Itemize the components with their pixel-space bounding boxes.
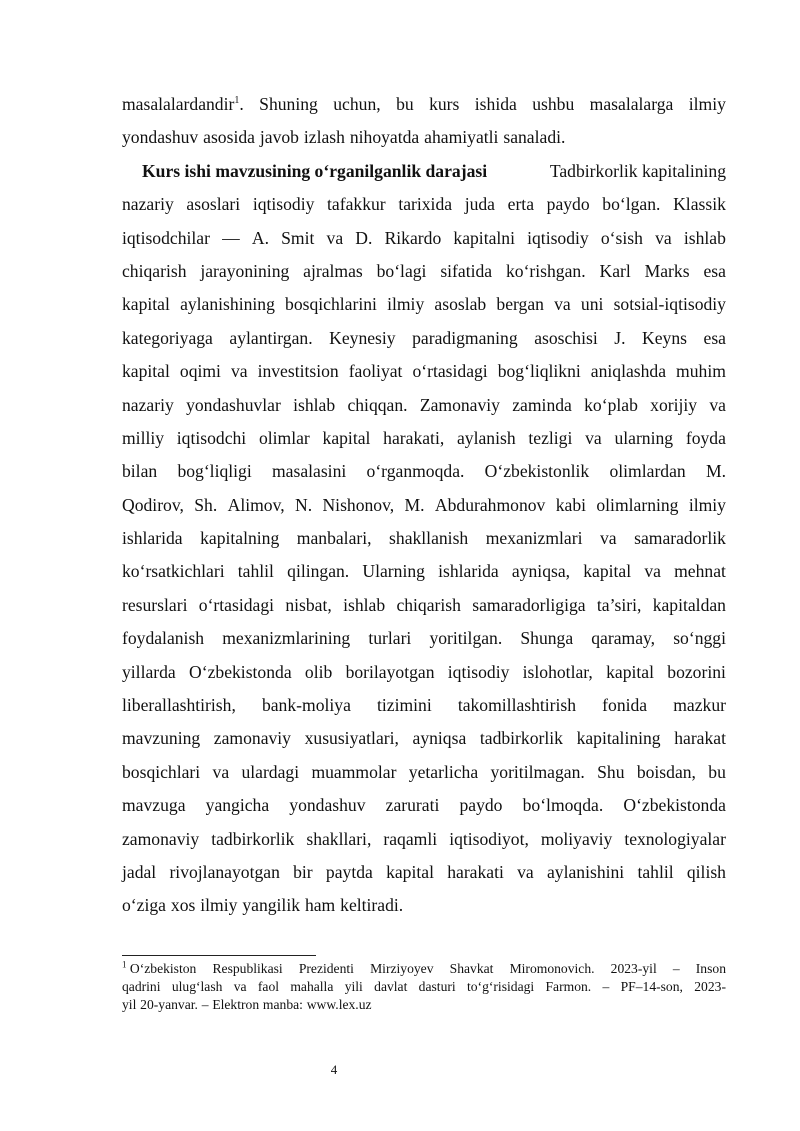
paragraph-2-line [122,823,726,856]
word: va [517,861,534,882]
word: ilmiy [688,494,726,515]
word: olimlar [258,427,310,448]
word: Qodirov, [122,494,184,515]
word: kapital [606,661,654,682]
word: iqtisodiy [447,661,510,682]
word: nihoyatda [349,127,420,148]
footnote-marker: 1 [122,959,127,970]
word: jarayonining [200,260,290,281]
word: chiqarish [396,594,461,615]
word: bozorini [667,661,726,682]
word: kapitaldan [652,594,726,615]
word: kapitalning [200,528,280,549]
word: xorijiy [650,394,698,415]
word: olimlardan [609,461,686,482]
paragraph-2-line [122,322,726,355]
word: boisdan, [636,761,696,782]
paragraph-2-line [122,789,726,822]
word: muhim [676,361,726,382]
word: paydo [546,194,590,215]
word: www.lex.uz [306,997,372,1012]
word: kapital [122,361,170,382]
word: zamonaviy [213,728,291,749]
word: ishlarida [122,528,183,549]
word: o‘sish [600,227,643,248]
paragraph-2-heading-line [122,155,726,188]
paragraph-2-line [122,288,726,321]
word: Keynesiy [329,327,396,348]
word: O‘zbekistonda [623,795,726,816]
word: zarurati [385,795,440,816]
body-text [122,88,726,923]
word: aylanishini [546,861,625,882]
word: Shuning [259,94,318,114]
footnote-line-1 [122,960,726,978]
word: ishlab [343,594,386,615]
word: kapital [322,427,371,448]
word: Smit [281,227,315,248]
word: ayniqsa [412,728,467,749]
word: Nishonov, [322,494,395,515]
word: qaramay, [591,628,656,649]
paragraph-2-line [122,222,726,255]
paragraph-1-line-1-text [122,88,244,121]
word: ko‘plab [584,394,638,415]
word: bo‘lgan. [602,194,661,215]
paragraph-1-line-1 [122,88,726,121]
word: tadbirkorlik [211,828,295,849]
word: va [554,294,571,315]
word: Alimov, [227,494,285,515]
word: ta’siri, [596,594,642,615]
word: 2023- [694,979,726,994]
word: 2023-yil [610,961,657,976]
word: O‘zbekistonda [189,661,292,682]
heading-tail: Tadbirkorlik kapitalining [549,160,726,181]
word: xos [170,895,196,916]
word: aylanishining [180,294,275,315]
word: sifatida [440,260,493,281]
word: investitsion [257,361,339,382]
word: bosqichlari [122,761,201,782]
word: samaradorligiga [472,594,586,615]
footnote-reference: 1 [234,95,240,107]
word: borilayotgan [345,661,435,682]
word: juda [464,194,495,215]
word: yondashuv [122,127,199,148]
word: 20-yanvar. [140,997,198,1012]
word: shakllari, [306,828,372,849]
word: Ularning [362,561,425,582]
word: Farmon. [545,979,592,994]
word: va [326,227,344,248]
word: bog‘liqlikni [497,361,581,382]
word: Miromonovich. [509,961,595,976]
word: Sh. [194,494,218,515]
word: va [230,361,248,382]
word: Shunga [520,628,574,649]
word: Elektron [212,997,260,1012]
word: yondashuv [289,795,366,816]
word: kabi [555,494,587,515]
word: Karl [599,260,631,281]
word: tadbirkorlik [479,728,563,749]
word: asoslari [186,194,241,215]
word: bosqichlarini [285,294,377,315]
word: bank-moliya [261,695,351,716]
word: Abdurahmonov [434,494,546,515]
word: Marks [644,260,690,281]
paragraph-2-line [122,889,726,922]
page-number: 4 [330,1062,338,1077]
word: ishlab [683,227,726,248]
word: bo‘lagi [376,260,427,281]
word: oqimi [179,361,221,382]
word: Prezidenti [298,961,354,976]
paragraph-2-line [122,522,726,555]
paragraph-2-line [122,555,726,588]
word: mavzuga [122,795,186,816]
word: yangilik [242,895,301,916]
word: asoschisi [534,327,598,348]
paragraph-2-line [122,722,726,755]
word: yil [122,997,137,1012]
word: Shavkat [449,961,494,976]
word: yondashuvlar [186,394,281,415]
word: Rikardo [384,227,442,248]
word: paytda [325,861,373,882]
paragraph-2-line [122,455,726,488]
word: harakati [447,861,504,882]
word: foydalanish [122,628,205,649]
word: kapital [386,861,434,882]
word: esa [703,327,726,348]
word: liberallashtirish, [122,695,236,716]
word: zaminda [512,394,572,415]
word: qadrini [122,979,161,994]
word: . [239,94,244,114]
word: va [709,394,726,415]
word: Mirziyoyev [370,961,434,976]
word: aniqlashda [590,361,667,382]
word: $^1$ O‘zbekiston [122,959,197,976]
word: kapital [583,561,632,582]
word: ishida [474,94,517,114]
word: yili [344,979,363,994]
word: ko‘rsatkichlari [122,561,225,582]
word: nisbat, [285,594,332,615]
word: yillarda [122,661,176,682]
word: mehnat [674,561,726,582]
paragraph-2-line [122,856,726,889]
word: kategoriyaga [122,327,213,348]
paragraph-2-line [122,255,726,288]
word: tizimini [376,695,432,716]
paragraph-2-line [122,355,726,388]
word: faoliyat [348,361,403,382]
word: iqtisodchilar [122,227,210,248]
line-1-start: masalalardandir [122,94,235,114]
word: qilingan. [287,561,350,582]
word: uchun, [333,94,381,114]
word: bu [708,761,726,782]
word: kapitalni [453,227,515,248]
word: tarixida [398,194,453,215]
footnote [122,960,726,1014]
word: va [644,561,661,582]
word: ilmiy [200,895,238,916]
word: islohotlar, [522,661,593,682]
word: sanaladi. [503,127,566,148]
word: kapitalining [576,728,661,749]
word: so‘nggi [673,628,726,649]
paragraph-2-line [122,689,726,722]
word: ilmiy [387,294,425,315]
word: va [585,427,602,448]
word: aylantirgan. [229,327,313,348]
paragraph-2-line [122,656,726,689]
word: asoslab [434,294,487,315]
word: ilmiy [688,94,726,114]
word: tezligi [528,427,573,448]
word: o‘ziga [122,895,166,916]
word: mexanizmlarining [222,628,351,649]
word: fonida [602,695,648,716]
paragraph-2-line [122,622,726,655]
word: ishlarida [438,561,499,582]
word: N. [295,494,313,515]
word: – [672,961,680,976]
word: javob [259,127,299,148]
word: ajralmas [303,260,363,281]
word: yetarlicha [408,761,479,782]
word: M. [705,461,726,482]
word: M. [404,494,425,515]
word: Keyns [642,327,687,348]
word: tafakkur [327,194,386,215]
word: mahalla [290,979,334,994]
word: uni [580,294,604,315]
word: erta [507,194,535,215]
word: tahlil [237,561,274,582]
word: ham [304,895,336,916]
paragraph-1-line-2 [122,121,726,154]
word: rivojlanayotgan [169,861,280,882]
word: iqtisodiyot, [449,828,529,849]
word: raqamli [383,828,438,849]
word: kapital [122,294,170,315]
word: ishlab [293,394,336,415]
word: to‘g‘risidagi [466,979,535,994]
word: J. [614,327,626,348]
word: sotsial-iqtisodiy [613,294,726,315]
word: paradigmaning [412,327,518,348]
word: paydo [459,795,503,816]
word: asosida [203,127,255,148]
word: harakat [674,728,726,749]
word: turlari [368,628,412,649]
word: va [599,528,617,549]
word: olib [304,661,333,682]
word: xususiyatlari, [304,728,399,749]
word: davlat [374,979,408,994]
word: jadal [122,861,157,882]
word: bog‘liqligi [177,461,252,482]
paragraph-2-line [122,422,726,455]
word: qilish [686,861,726,882]
paragraph-2-line [122,589,726,622]
paragraph-2-line [122,756,726,789]
word: A. [251,227,269,248]
paragraph-2-line [122,389,726,422]
word: shakllanish [389,528,469,549]
word: ulardagi [241,761,300,782]
word: kurs [429,94,460,114]
word: moliyaviy [540,828,613,849]
word: Inson [695,961,726,976]
word: masalalarga [589,94,674,114]
word: masalasini [271,461,347,482]
word: — [222,227,240,248]
word: bo‘lmoqda. [522,795,604,816]
word: bilan [122,461,158,482]
word: Shu [597,761,625,782]
word: o‘rtasidagi [412,361,488,382]
word: texnologiyalar [624,828,726,849]
word: izlash [303,127,345,148]
word: dasturi [418,979,456,994]
word: faol [257,979,280,994]
word: chiqarish [122,260,187,281]
word: ushbu [532,94,575,114]
word: va [212,761,230,782]
word: keltiradi. [340,895,404,916]
word: esa [703,260,726,281]
word: mazkur [673,695,726,716]
footnote-divider [122,955,316,956]
word: nazariy [122,194,174,215]
word: nazariy [122,394,174,415]
word: olimlarning [596,494,679,515]
word: chiqqan. [347,394,408,415]
word: milliy [122,427,165,448]
word: takomillashtirish [457,695,577,716]
word: iqtisodiy [252,194,315,215]
word: Klassik [673,194,726,215]
paragraph-2-line [122,489,726,522]
word: muammolar [311,761,397,782]
word: ayniqsa, [511,561,571,582]
word: aylanish [456,427,516,448]
section-heading: Kurs ishi mavzusining o‘rganilganlik darajasi [142,160,488,181]
word: mexanizmlari [485,528,583,549]
word: harakati, [383,427,445,448]
word: O‘zbekistonlik [484,461,590,482]
word: Respublikasi [212,961,283,976]
word: zamonaviy [122,828,200,849]
word: PF–14-son, [620,979,683,994]
word: yoritilgan. [429,628,503,649]
footnote-line-2 [122,978,726,996]
word: va [233,979,247,994]
word: mavzuning [122,728,201,749]
word: o‘rtasidagi [198,594,275,615]
footnote-line-3 [122,996,726,1014]
word: foyda [685,427,726,448]
paragraph-2-line [122,188,726,221]
word: bir [293,861,313,882]
word: yangicha [205,795,270,816]
word: ulug‘lash [171,979,223,994]
word: ko‘rishgan. [505,260,586,281]
word: yoritilmagan. [490,761,585,782]
word: ularning [614,427,674,448]
word: Zamonaviy [419,394,500,415]
word: iqtisodiy [527,227,589,248]
word: D. [355,227,373,248]
word: iqtisodchi [176,427,247,448]
word: – [201,997,209,1012]
word: o‘rganmoqda. [366,461,465,482]
word: manba: [262,997,303,1012]
word: bergan [496,294,544,315]
word: samaradorlik [634,528,726,549]
word: resurslari [122,594,188,615]
paragraph-2-lines [122,188,726,923]
word: – [602,979,610,994]
word: ahamiyatli [424,127,499,148]
word: bu [396,94,414,114]
word: manbalari, [296,528,372,549]
word: tahlil [637,861,674,882]
word: va [655,227,672,248]
